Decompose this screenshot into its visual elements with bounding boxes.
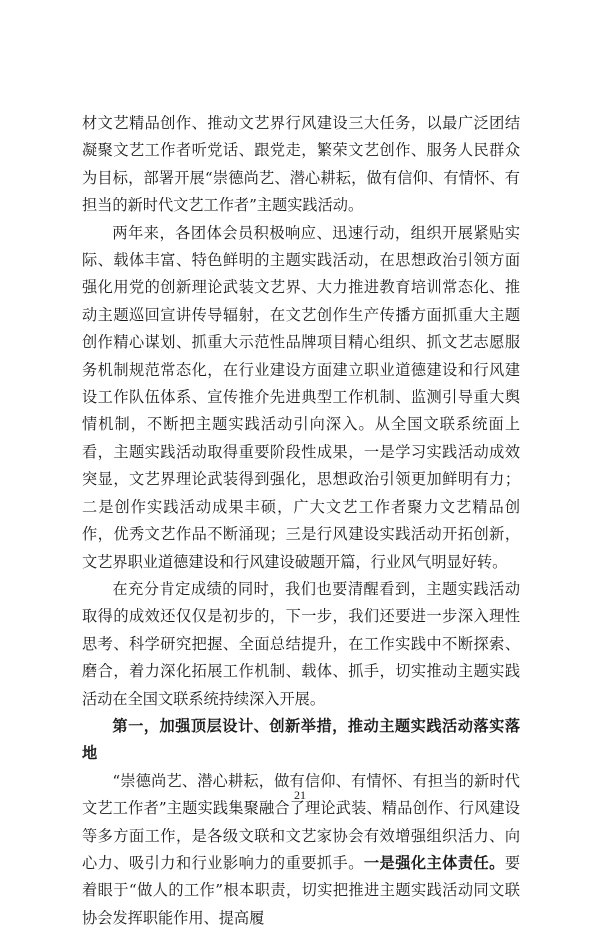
paragraph-shortcomings: 在充分肯定成绩的同时，我们也要清醒看到，主题实践活动取得的成效还仅仅是初步的，下一步，我们还要进一步深入理性思考、科学研究把握、全面总结提升，在工作实践中不断探索、磨合，着力深化拓展工作机制、载体、抓手，切实推动主题实践活动在全国文联系统持续深入开展。 <box>82 579 520 708</box>
section-heading: 第一，加强顶层设计、创新举措，推动主题实践活动落实落地 <box>82 716 520 763</box>
paragraph-two-years: 两年来，各团体会员积极响应、迅速行动，组织开展紧贴实际、载体丰富、特色鲜明的主题实践活动，在思想政治引领方面强化用党的创新理论武装文艺界、大力推进教育培训常态化、推动主题巡回宣讲传导辐射，在文艺创作生产传播方面抓重大主题创作精心谋划、抓重大示范性品牌项目精心组织、抓文艺志愿服务机制规范常态化，在行业建设方面建立职业道德建设和行风建设工作队伍体系、宣传推介先进典型工作机制、监测引导重大舆情机制，不断把主题实践活动引向深入。从全国文联系统面上看，主题实践活动取得重要阶段性成果，一是学习实践活动成效突显，文艺界理论武装得到强化，思想政治引领更加鲜明有力；二是创作实践活动成果丰硕，广大文艺工作者聚力文艺精品创作，优秀文艺作品不断涌现；三是行风建设实践活动开拓创新，文艺界职业道德建设和行风建设破题开篇，行业风气明显好转。 <box>82 223 520 571</box>
paragraph-text-after: 要着眼于“做人的工作”根本职责，切实把推进主题实践活动同文联协会发挥职能作用、提高履 <box>82 853 521 927</box>
paragraph-continued: 材文艺精品创作、推动文艺界行风建设三大任务，以最广泛团结凝聚文艺工作者听党话、跟党走，繁荣文艺创作、服务人民群众为目标，部署开展“崇德尚艺、潜心耕耘，做有信仰、有情怀、有担当的新时代文艺工作者”主题实践活动。 <box>82 114 520 215</box>
paragraph-bold-point: 一是强化主体责任。 <box>363 853 505 872</box>
page-number: 21 <box>294 788 306 802</box>
paragraph-text-before: “崇德尚艺、潜心耕耘，做有信仰、有情怀、有担当的新时代文艺工作者”主题实践集聚融合了理论武装、精品创作、行风建设等多方面工作，是各级文联和文艺家协会有效增强组织活力、向心力、吸引力和行业影响力的重要抓手。 <box>82 771 520 872</box>
body-text <box>82 110 520 932</box>
